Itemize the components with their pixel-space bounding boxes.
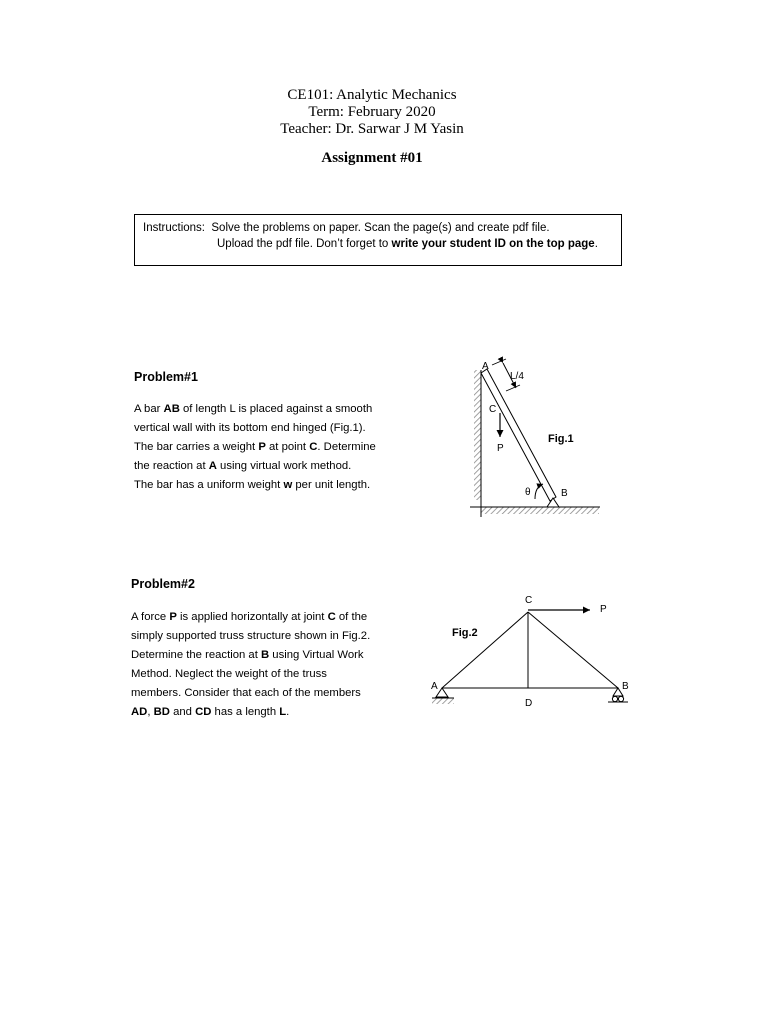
instructions-label: Instructions: <box>143 222 205 234</box>
term-line: Term: February 2020 <box>308 104 436 120</box>
fig2-label-p: P <box>600 604 607 615</box>
figure-2 <box>420 590 640 720</box>
support-a <box>436 688 448 697</box>
fig1-label-b: B <box>561 488 568 499</box>
instructions-box <box>134 214 622 266</box>
bar-ab <box>481 369 556 501</box>
fig2-label-d: D <box>525 698 533 709</box>
problem1-title: Problem#1 <box>134 370 198 384</box>
ground-hatch <box>481 507 599 514</box>
instructions-line-2: Upload the pdf file. Don’t forget to write your student ID on the top page. <box>217 238 598 250</box>
figure-1 <box>440 355 620 530</box>
member-ac <box>442 612 528 688</box>
fig1-caption: Fig.1 <box>548 433 574 445</box>
fig1-label-l4: L/4 <box>510 371 524 382</box>
fig1-label-a: A <box>482 361 489 372</box>
document-header <box>0 87 744 167</box>
wall-hatch <box>474 370 481 500</box>
problem2-title: Problem#2 <box>131 577 195 591</box>
fig2-caption: Fig.2 <box>452 627 478 639</box>
fig1-label-p: P <box>497 443 504 454</box>
teacher-line: Teacher: Dr. Sarwar J M Yasin <box>280 121 464 137</box>
problem1-text: A bar AB of length L is placed against a smooth vertical wall with its bottom end hinged (Fig.1). The bar carries a weight P at point C. Determine the reaction at A using virtual work method. The bar has a uniform weight w per unit length. <box>134 403 376 491</box>
fig2-label-b: B <box>622 681 629 692</box>
instructions-emphasis: write your student ID on the top page <box>391 238 595 250</box>
course-title: CE101: Analytic Mechanics <box>287 87 457 103</box>
member-cb <box>528 612 618 688</box>
instructions-line-1: Instructions: Solve the problems on paper. Scan the page(s) and create pdf file. <box>143 222 550 234</box>
fig1-label-theta: θ <box>525 487 531 498</box>
assignment-title: Assignment #01 <box>321 150 423 166</box>
fig2-label-c: C <box>525 595 533 606</box>
problem2-text: A force P is applied horizontally at joint C of the simply supported truss structure shown in Fig.2. Determine the reaction at B using Virtual Work Method. Neglect the weight of the truss members. Consider that each of the members AD, BD and CD has a length L. <box>131 611 371 718</box>
fig1-label-c: C <box>489 404 497 415</box>
fig2-label-a: A <box>431 681 438 692</box>
